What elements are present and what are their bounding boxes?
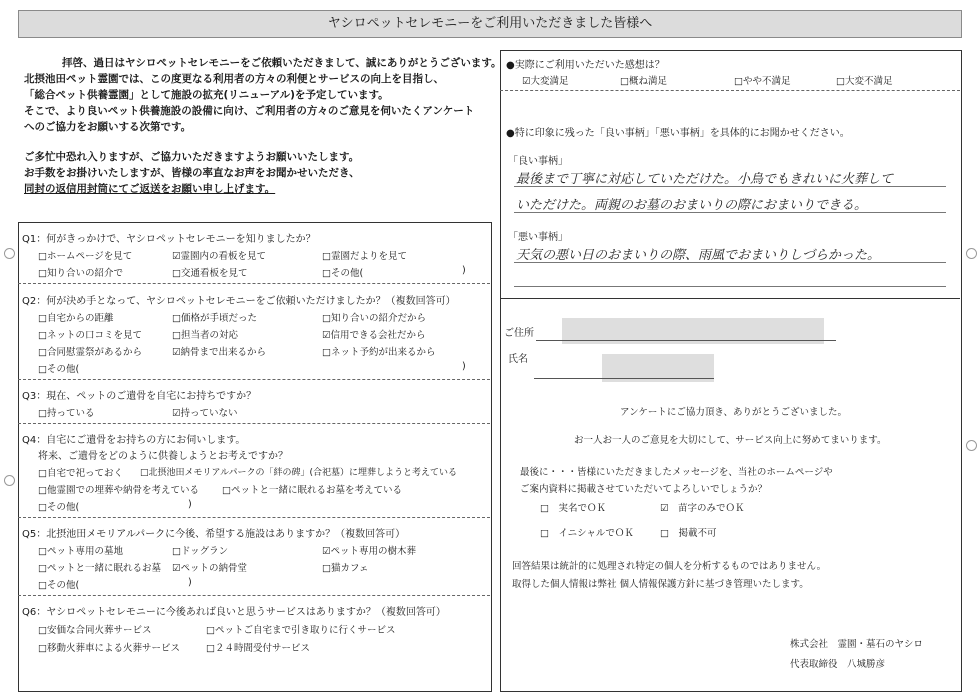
- q4-option-bond-monument[interactable]: □北摂池田メモリアルパークの「絆の碑」(合祀墓）に埋葬しようと考えている: [140, 468, 458, 478]
- q1-option-homepage[interactable]: □ホームページを見て: [38, 251, 133, 262]
- impression-question: ●実際にご利用いただいた感想は？: [506, 60, 665, 71]
- divider: [18, 595, 490, 596]
- name-line: [534, 378, 714, 379]
- q4-question: Q4：自宅にご遺骨をお持ちの方にお伺いします。: [22, 435, 246, 446]
- page-title: ヤシロペットセレモニーをご利用いただきました皆様へ: [18, 10, 962, 38]
- episodes-prompt: ●特に印象に残った「良い事柄」「悪い事柄」を具体的にお聞かせください。: [506, 128, 850, 139]
- thanks-line-1: アンケートにご協力頂き、ありがとうございました。: [620, 407, 848, 418]
- q2-option-other-close: ): [462, 361, 466, 372]
- publish-option-surname-only[interactable]: ☑ 苗字のみでＯＫ: [660, 503, 745, 514]
- intro-line-4: そこで、より良いペット供養施設の設備に向け、ご利用者の方々のご意見を伺いたくアンケート: [24, 105, 475, 117]
- q6-option-24h-reception[interactable]: □２４時間受付サービス: [206, 643, 310, 654]
- impression-option-mostly-satisfied[interactable]: □概ね満足: [620, 76, 667, 87]
- bad-label: 「悪い事柄」: [508, 232, 568, 243]
- q4-option-other-close: ): [188, 499, 192, 510]
- q5-option-other[interactable]: □その他(: [38, 580, 80, 591]
- company-name: 株式会社 霊園・墓石のヤシロ: [790, 639, 923, 650]
- q1-option-newsletter[interactable]: □霊園だよりを見て: [322, 251, 407, 262]
- q6-option-home-pickup[interactable]: □ペットご自宅まで引き取りに行くサービス: [206, 625, 396, 636]
- good-label: 「良い事柄」: [508, 156, 568, 167]
- q2-option-trust[interactable]: ☑信用できる会社だから: [322, 330, 426, 341]
- address-label: ご住所: [504, 328, 534, 339]
- q2-option-distance[interactable]: □自宅からの距離: [38, 313, 114, 324]
- q5-option-ossuary[interactable]: ☑ペットの納骨堂: [172, 563, 248, 574]
- questionnaire-right-panel: [500, 50, 962, 692]
- q3-option-have[interactable]: □持っている: [38, 408, 95, 419]
- q2-option-other[interactable]: □その他(: [38, 364, 80, 375]
- writing-line: [514, 262, 946, 263]
- q2-option-staff[interactable]: □担当者の対応: [172, 330, 238, 341]
- intro-line-3: 「総合ペット供養霊園」として施設の拡充(リニューアル)を予定しています。: [24, 89, 389, 101]
- q5-option-shared-grave[interactable]: □ペットと一緒に眠れるお墓: [38, 563, 161, 574]
- q2-option-interment[interactable]: ☑納骨まで出来るから: [172, 347, 267, 358]
- publish-question-2: ご案内資料に掲載させていただいてよろしいでしょうか？: [520, 484, 768, 495]
- q5-option-tree-burial[interactable]: ☑ペット専用の樹木葬: [322, 546, 417, 557]
- q1-option-signboard[interactable]: ☑霊園内の看板を見て: [172, 251, 267, 262]
- q2-option-reviews[interactable]: □ネットの口コミを見て: [38, 330, 142, 341]
- q4-option-other-cemetery[interactable]: □他霊園での埋葬や納骨を考えている: [38, 485, 199, 496]
- q5-option-other-close: ): [188, 577, 192, 588]
- publish-option-no-publish[interactable]: □ 掲載不可: [660, 528, 717, 539]
- good-text-line-1: 最後まで丁寧に対応していただけた。小鳥でもきれいに火葬して: [516, 172, 894, 187]
- impression-option-very-dissatisfied[interactable]: □大変不満足: [836, 76, 893, 87]
- writing-line: [514, 212, 946, 213]
- q5-option-cat-cafe[interactable]: □猫カフェ: [322, 563, 369, 574]
- q4-option-other[interactable]: □その他(: [38, 502, 80, 513]
- writing-line: [514, 286, 946, 287]
- q2-option-price[interactable]: □価格が手頃だった: [172, 313, 257, 324]
- q3-question: Q3：現在、ペットのご遺骨を自宅にお持ちですか？: [22, 391, 257, 402]
- binder-hole: [4, 475, 15, 486]
- q1-option-other-close: ): [462, 265, 466, 276]
- binder-hole: [4, 248, 15, 259]
- q1-option-referral[interactable]: □知り合いの紹介で: [38, 268, 123, 279]
- bad-text-line-1: 天気の悪い日のおまいりの際、雨風でおまいりしづらかった。: [516, 248, 881, 263]
- q1-option-other[interactable]: □その他(: [322, 268, 364, 279]
- q2-option-referral[interactable]: □知り合いの紹介だから: [322, 313, 426, 324]
- intro-line-7: お手数をお掛けいたしますが、皆様の率直なお声をお聞かせいただき、: [24, 167, 360, 179]
- divider: [18, 423, 490, 424]
- divider: [18, 283, 490, 284]
- binder-hole: [966, 248, 977, 259]
- q4-option-home[interactable]: □自宅で祀っておく: [38, 468, 123, 479]
- representative-name: 代表取締役 八城勝彦: [790, 659, 886, 670]
- q4-question-2: 将来、ご遺骨をどのように供養しようとお考えですか？: [38, 451, 288, 462]
- q5-question: Q5：北摂池田メモリアルパークに今後、希望する施設はありますか？（複数回答可）: [22, 529, 406, 540]
- binder-hole: [966, 440, 977, 451]
- good-text-line-2: いただけた。両親のお墓のおまいりの際におまいりできる。: [516, 198, 868, 213]
- q4-option-shared-grave[interactable]: □ペットと一緒に眠れるお墓を考えている: [222, 485, 402, 496]
- q2-question: Q2：何が決め手となって、ヤシロペットセレモニーをご依頼いただけましたか？（複数回答可）: [22, 296, 456, 307]
- thanks-line-2: お一人お一人のご意見を大切にして、サービス向上に努めてまいります。: [574, 435, 887, 446]
- publish-question-1: 最後に・・・皆様にいただきましたメッセージを、当社のホームページや: [520, 467, 833, 478]
- intro-line-1: 拝啓、過日はヤシロペットセレモニーをご依頼いただきまして、誠にありがとうございます。: [62, 57, 502, 69]
- publish-option-real-name[interactable]: □ 実名でＯＫ: [540, 503, 606, 514]
- impression-option-very-satisfied[interactable]: ☑大変満足: [522, 76, 569, 87]
- q1-option-traffic-sign[interactable]: □交通看板を見て: [172, 268, 248, 279]
- intro-line-8: 同封の返信用封筒にてご返送をお願い申し上げます。: [24, 183, 276, 195]
- q6-option-mobile-cremation[interactable]: □移動火葬車による火葬サービス: [38, 643, 180, 654]
- name-label: 氏名: [508, 354, 528, 365]
- note-line-2: 取得した個人情報は弊社 個人情報保護方針に基づき管理いたします。: [512, 579, 809, 590]
- divider: [18, 379, 490, 380]
- q2-option-online-booking[interactable]: □ネット予約が出来るから: [322, 347, 436, 358]
- divider: [500, 298, 960, 299]
- address-line: [536, 340, 836, 341]
- q2-option-memorial[interactable]: □合同慰霊祭があるから: [38, 347, 142, 358]
- q6-question: Q6：ヤシロペットセレモニーに今後あれば良いと思うサービスはありますか？（複数回答可）: [22, 607, 446, 618]
- publish-option-initials[interactable]: □ イニシャルでＯＫ: [540, 528, 634, 539]
- impression-option-somewhat-dissatisfied[interactable]: □やや不満足: [734, 76, 791, 87]
- q5-option-dog-run[interactable]: □ドッグラン: [172, 546, 229, 557]
- q6-option-group-cremation[interactable]: □安価な合同火葬サービス: [38, 625, 152, 636]
- q3-option-not-have[interactable]: ☑持っていない: [172, 408, 238, 419]
- divider: [18, 517, 490, 518]
- writing-line: [514, 186, 946, 187]
- q1-question: Q1：何がきっかけで、ヤシロペットセレモニーを知りましたか？: [22, 234, 316, 245]
- intro-line-5: へのご協力をお願いする次第です。: [24, 121, 192, 133]
- note-line-1: 回答結果は統計的に処理され特定の個人を分析するものではありません。: [512, 561, 827, 572]
- q5-option-pet-cemetery[interactable]: □ペット専用の墓地: [38, 546, 123, 557]
- divider: [500, 90, 960, 91]
- intro-line-2: 北摂池田ペット霊園では、この度更なる利用者の方々の利便とサービスの向上を目指し、: [24, 73, 444, 85]
- intro-line-6: ご多忙中恐れ入りますが、ご協力いただきますようお願いいたします。: [24, 151, 360, 163]
